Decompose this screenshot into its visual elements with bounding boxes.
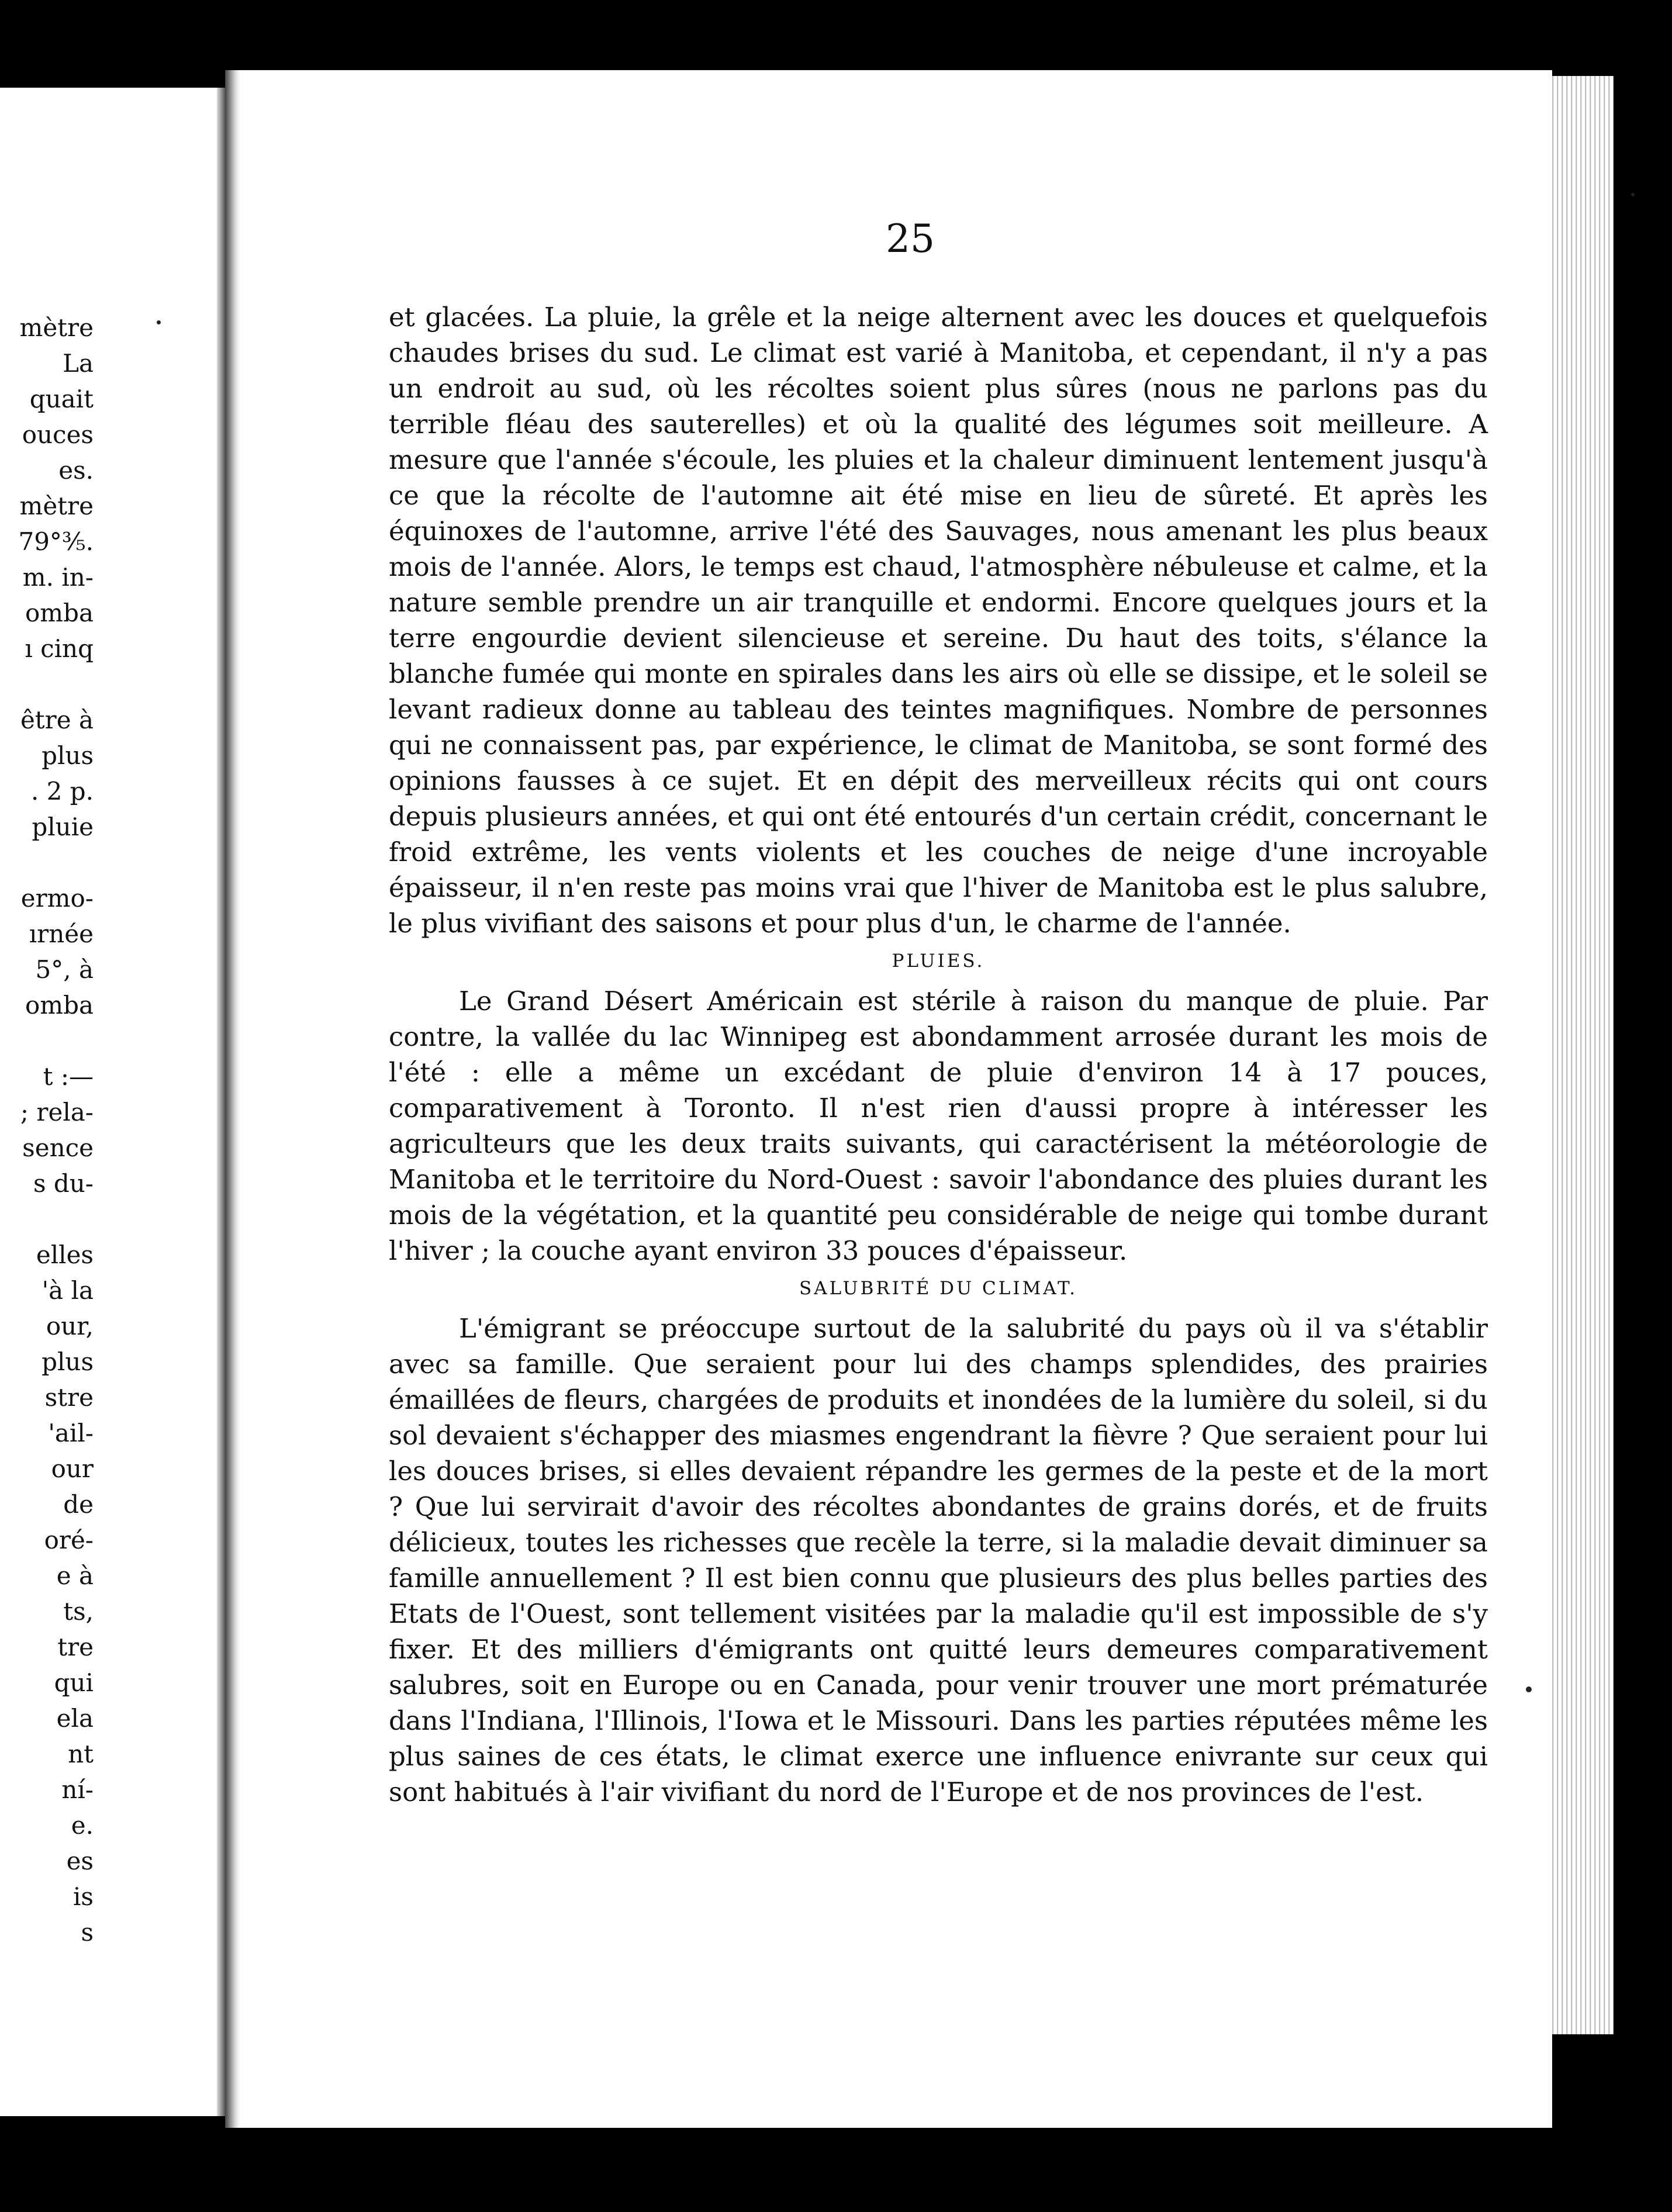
paragraph-pluies: Le Grand Désert Américain est stérile à raison du manque de pluie. Par contre, la vallée du lac Winnipeg est abondamment arrosée durant les mois de l'été : elle a même un excédant de pluie d'environ 14 à 17 pouces, comparativement à Toronto. Il n'est rien d'aussi propre à intéresser les agriculteurs que les deux traits suivants, qui caractérisent la météorologie de Manitoba et le territoire du Nord-Ouest : savoir l'abondance des pluies durant les mois de la végétation, et la quantité peu considérable de neige qui tombe durant l'hiver ; la couche ayant environ 33 pouces d'épaisseur.	[389, 986, 1488, 1266]
left-page-line: s du-	[33, 1169, 94, 1198]
page-body	[389, 299, 1488, 1810]
left-page-line: 'ail-	[48, 1419, 94, 1447]
left-page-line: m. in-	[22, 563, 94, 592]
left-page-line: es.	[58, 456, 94, 485]
left-page-line: La	[63, 349, 94, 378]
left-page-line: de	[63, 1490, 94, 1519]
left-page-line: quait	[29, 385, 94, 413]
left-page-line: tre	[57, 1633, 94, 1661]
left-page-line: sence	[22, 1133, 94, 1162]
left-page-line: omba	[25, 991, 94, 1019]
page-number: 25	[886, 216, 935, 261]
left-page-line	[0, 666, 94, 702]
left-page-line: 5°, à	[35, 955, 94, 984]
left-page-line: plus	[42, 1347, 94, 1376]
left-page-line: mètre	[19, 492, 94, 520]
left-page-line: e à	[56, 1561, 94, 1590]
left-page-line: mètre	[19, 313, 94, 342]
left-page-text-fragment	[0, 310, 94, 1950]
left-page-line: ırnée	[29, 920, 94, 948]
left-page-line: ní-	[61, 1775, 94, 1804]
left-page-line: ermo-	[20, 884, 94, 913]
margin-speck	[1526, 1686, 1532, 1692]
left-page-line: elles	[36, 1240, 94, 1269]
left-page-line: nt	[68, 1740, 94, 1768]
left-page-line: s	[81, 1918, 94, 1947]
left-page-line: être à	[20, 706, 94, 734]
left-page-line: omba	[25, 599, 94, 627]
left-page-line: . 2 p.	[30, 777, 94, 806]
left-page-line: 'à la	[42, 1276, 94, 1305]
left-page-line: oré-	[44, 1526, 94, 1554]
margin-speck	[1631, 193, 1635, 196]
page-edge-stack	[1549, 76, 1614, 2034]
paragraph-climate: et glacées. La pluie, la grêle et la neige alternent avec les douces et quelquefois chaudes brises du sud. Le climat est varié à Manitoba, et cependant, il n'y a pas un endroit au sud, où les récoltes soient plus sûres (nous ne parlons pas du terrible fléau des sauterelles) et où la qualité des légumes soit meilleure. A mesure que l'année s'écoule, les pluies et la chaleur diminuent lentement jusqu'à ce que la récolte de l'automne ait été mise en lieu de sûreté. Et après les équinoxes de l'automne, arrive l'été des Sauvages, nous amenant les plus beaux mois de l'année. Alors, le temps est chaud, l'atmosphère nébuleuse et calme, et la nature semble prendre un air tranquille et endormi. Encore quelques jours et la terre engourdie devient silencieuse et sereine. Du haut des toits, s'élance la blanche fumée qui monte en spirales dans les airs où elle se dissipe, et le soleil se levant radieux donne au tableau des teintes magnifiques. Nombre de personnes qui ne connaissent pas, par expérience, le climat de Manitoba, se sont formé des opinions fausses à ce sujet. Et en dépit des merveilleux récits qui ont cours depuis plusieurs années, et qui ont été entourés d'un certain crédit, concernant le froid extrême, les vents violents et les couches de neige d'une incroyable épaisseur, il n'en reste pas moins vrai que l'hiver de Manitoba est le plus salubre, le plus vivifiant des saisons et pour plus d'un, le charme de l'année.	[389, 302, 1488, 939]
left-page-line: ı cinq	[25, 634, 94, 663]
left-page-line: is	[73, 1882, 94, 1911]
left-page-line: ouces	[22, 420, 94, 449]
left-page-line: pluie	[32, 813, 94, 841]
left-page-line: qui	[54, 1668, 94, 1697]
left-page-line: our,	[46, 1312, 94, 1340]
left-page-line: ts,	[63, 1597, 94, 1626]
left-page-gutter	[217, 88, 225, 2116]
left-page-line	[0, 1023, 94, 1059]
right-page-gutter	[225, 70, 240, 2128]
left-page-line: es	[66, 1847, 94, 1875]
left-page-line	[0, 845, 94, 880]
heading-salubrite: SALUBRITÉ DU CLIMAT.	[799, 1278, 1077, 1299]
left-facing-page	[0, 88, 225, 2116]
left-page-line: ela	[56, 1704, 94, 1733]
paragraph-salubrite: L'émigrant se préoccupe surtout de la salubrité du pays où il va s'établir avec sa famille. Que seraient pour lui des champs splendides, des prairies émaillées de fleurs, chargées de produits et inondées de la lumière du soleil, si du sol devaient s'échapper des miasmes engendrant la fièvre ? Que seraient pour lui les douces brises, si elles devaient répandre les germes de la peste et de la mort ? Que lui servirait d'avoir des récoltes abondantes de grains dorés, et de fruits délicieux, toutes les richesses que recèle la terre, si la maladie devait diminuer sa famille annuellement ? Il est bien connu que plusieurs des plus belles parties des Etats de l'Ouest, sont tellement visitées par la maladie qu'il est impossible de s'y fixer. Et des milliers d'émigrants ont quitté leurs demeures comparativement salubres, soit en Europe ou en Canada, pour venir trouver une mort prématurée dans l'Indiana, l'Illinois, l'Iowa et le Missouri. Dans les parties réputées même les plus saines de ces états, le climat exerce une influence enivrante sur ceux qui sont habitués à l'air vivifiant du nord de l'Europe et de nos provinces de l'est.	[389, 1313, 1488, 1807]
left-page-line: ; rela-	[20, 1098, 94, 1126]
heading-pluies: PLUIES.	[892, 951, 985, 972]
left-page-line	[0, 1201, 94, 1237]
left-page-line: our	[51, 1454, 94, 1483]
right-page	[225, 70, 1552, 2128]
left-page-line: t :—	[43, 1062, 94, 1091]
left-page-line: e.	[71, 1811, 94, 1840]
left-page-line: plus	[42, 741, 94, 770]
left-page-line: stre	[44, 1383, 94, 1412]
margin-speck	[157, 320, 161, 324]
left-page-line: 79°⅗.	[18, 527, 94, 556]
